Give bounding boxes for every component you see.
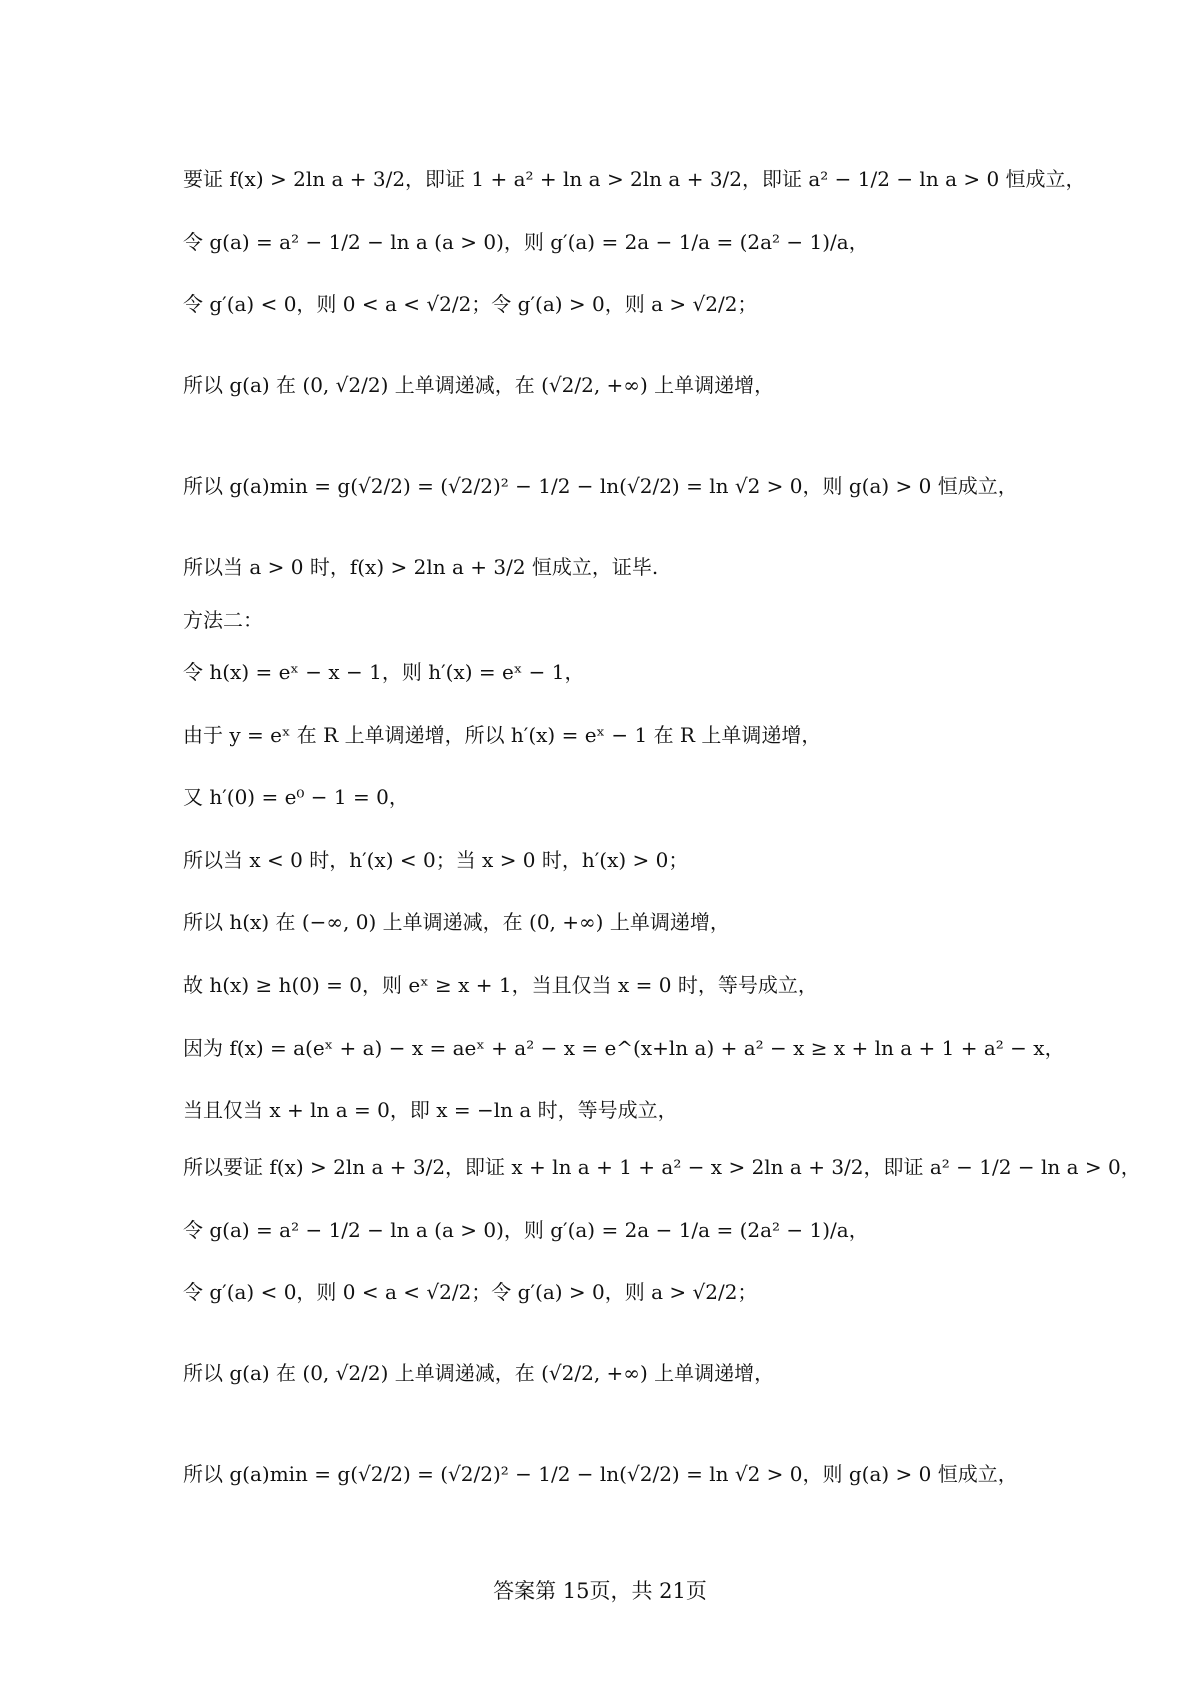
text-line: 令 h(x) = eˣ − x − 1，则 h′(x) = eˣ − 1， [183, 660, 585, 684]
page-footer: 答案第 15页，共 21页 [493, 1579, 707, 1603]
text-line: 令 g′(a) < 0，则 0 < a < √2/2；令 g′(a) > 0，则 a > √2/2； [183, 292, 758, 316]
text-line: 要证 f(x) > 2ln a + 3/2，即证 1 + a² + ln a > 2ln a + 3/2，即证 a² − 1/2 − ln a > 0 恒成立， [183, 167, 1086, 191]
text-line: 方法二： [183, 608, 263, 632]
text-line: 所以当 x < 0 时，h′(x) < 0；当 x > 0 时，h′(x) > 0； [183, 848, 689, 872]
text-line: 所以 h(x) 在 (−∞, 0) 上单调递减，在 (0, +∞) 上单调递增， [183, 910, 730, 934]
text-line: 故 h(x) ≥ h(0) = 0，则 eˣ ≥ x + 1，当且仅当 x = 0 时，等号成立， [183, 973, 818, 997]
text-line: 因为 f(x) = a(eˣ + a) − x = aeˣ + a² − x = e^(x+ln a) + a² − x ≥ x + ln a + 1 + a² − x， [183, 1036, 1065, 1060]
text-line: 所以要证 f(x) > 2ln a + 3/2，即证 x + ln a + 1 + a² − x > 2ln a + 3/2，即证 a² − 1/2 − ln a > 0， [183, 1155, 1141, 1179]
text-line: 所以 g(a)min = g(√2/2) = (√2/2)² − 1/2 − ln(√2/2) = ln √2 > 0，则 g(a) > 0 恒成立， [183, 474, 1018, 498]
text-line: 又 h′(0) = e⁰ − 1 = 0， [183, 785, 409, 809]
text-line: 令 g(a) = a² − 1/2 − ln a (a > 0)，则 g′(a) = 2a − 1/a = (2a² − 1)/a， [183, 230, 869, 254]
text-line: 当且仅当 x + ln a = 0，即 x = −ln a 时，等号成立， [183, 1098, 678, 1122]
text-line: 所以 g(a) 在 (0, √2/2) 上单调递减，在 (√2/2, +∞) 上单调递增， [183, 1361, 775, 1385]
text-line: 所以 g(a) 在 (0, √2/2) 上单调递减，在 (√2/2, +∞) 上单调递增， [183, 373, 775, 397]
text-line: 令 g(a) = a² − 1/2 − ln a (a > 0)，则 g′(a) = 2a − 1/a = (2a² − 1)/a， [183, 1218, 869, 1242]
text-line: 所以 g(a)min = g(√2/2) = (√2/2)² − 1/2 − ln(√2/2) = ln √2 > 0，则 g(a) > 0 恒成立， [183, 1462, 1018, 1486]
text-line: 所以当 a > 0 时，f(x) > 2ln a + 3/2 恒成立，证毕. [183, 555, 659, 579]
text-line: 由于 y = eˣ 在 R 上单调递增，所以 h′(x) = eˣ − 1 在 R 上单调递增， [183, 723, 822, 747]
text-line: 令 g′(a) < 0，则 0 < a < √2/2；令 g′(a) > 0，则 a > √2/2； [183, 1280, 758, 1304]
